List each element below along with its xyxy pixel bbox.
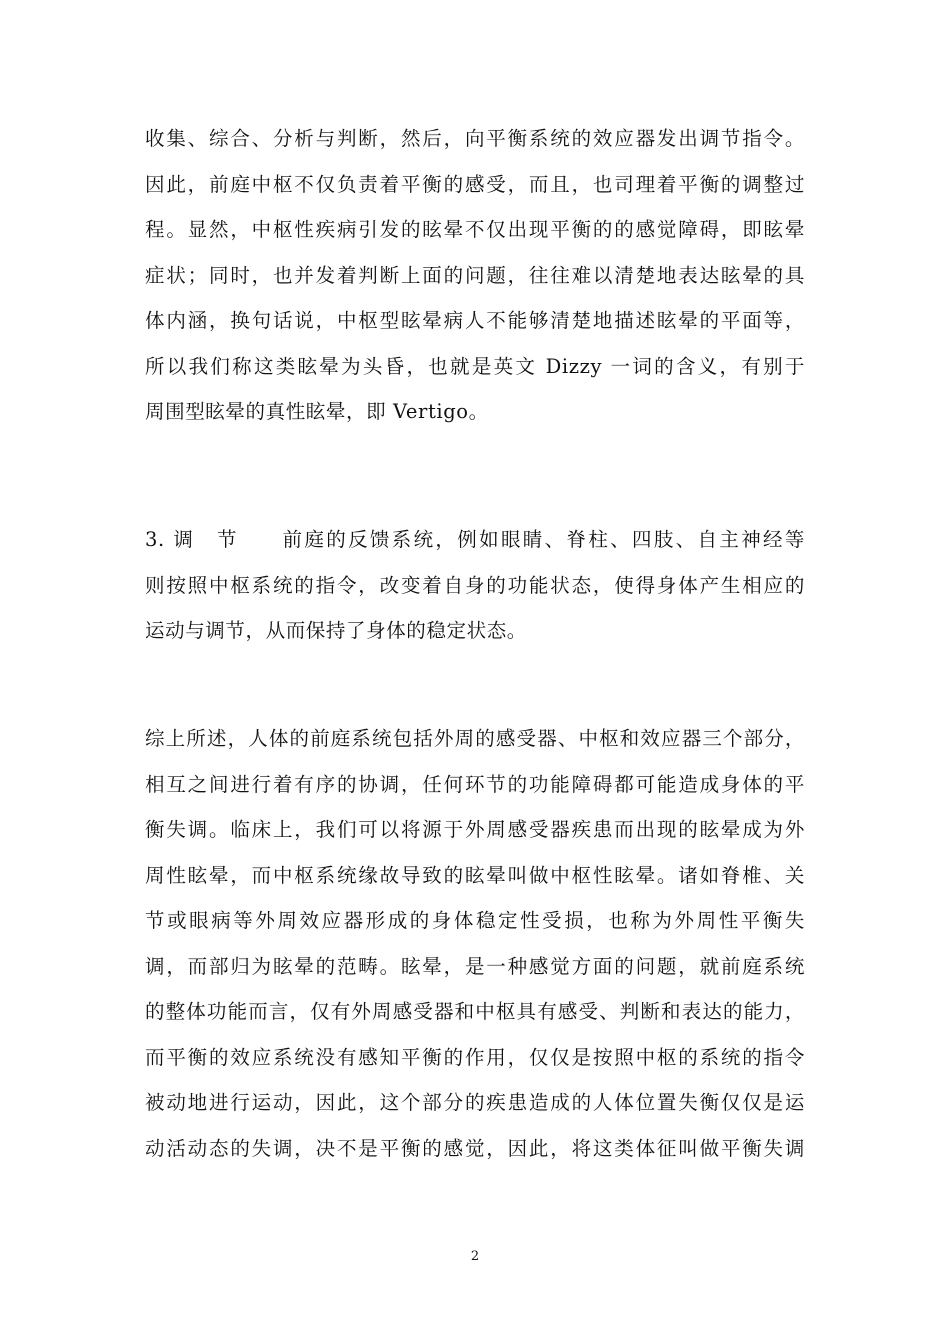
text-line: 运动与调节，从而保持了身体的稳定状态。 <box>145 619 527 642</box>
text-line: 收集、综合、分析与判断，然后，向平衡系统的效应器发出调节指令。 <box>145 127 805 150</box>
text-line: 所以我们称这类眩晕为头昏，也就是英文 Dizzy 一词的含义，有别于 <box>145 354 805 378</box>
page-number: 2 <box>470 1249 480 1264</box>
paragraph-summary <box>145 716 805 1171</box>
text-line: 周性眩晕，而中枢系统缘故导致的眩晕叫做中枢性眩晕。诸如脊椎、关 <box>145 863 805 887</box>
text-line: 周围型眩晕的真性眩晕，即 Vertigo。 <box>145 400 489 423</box>
text-line: 程。显然，中枢性疾病引发的眩晕不仅出现平衡的的感觉障碍，即眩晕 <box>145 218 805 241</box>
text-line: 而平衡的效应系统没有感知平衡的作用，仅仅是按照中枢的系统的指令 <box>145 1045 805 1069</box>
text-line: 动活动态的失调，决不是平衡的感觉，因此，将这类体征叫做平衡失调 <box>145 1136 805 1160</box>
text-line: 被动地进行运动，因此，这个部分的疾患造成的人体位置失衡仅仅是运 <box>145 1091 805 1114</box>
text-line: 的整体功能而言，仅有外周感受器和中枢具有感受、判断和表达的能力， <box>145 1000 805 1023</box>
text-line: 调，而部归为眩晕的范畴。眩晕，是一种感觉方面的问题，就前庭系统 <box>145 954 805 978</box>
text-line: 3. 调 节 前庭的反馈系统，例如眼睛、脊柱、四肢、自主神经等 <box>145 528 805 551</box>
text-line: 则按照中枢系统的指令，改变着自身的功能状态，使得身体产生相应的 <box>145 573 805 597</box>
text-line: 衡失调。临床上，我们可以将源于外周感受器疾患而出现的眩晕成为外 <box>145 818 805 841</box>
text-line: 体内涵，换句话说，中枢型眩晕病人不能够清楚地描述眩晕的平面等， <box>145 309 805 332</box>
text-line: 因此，前庭中枢不仅负责着平衡的感受，而且，也司理着平衡的调整过 <box>145 172 805 196</box>
paragraph-central-processing <box>145 116 805 435</box>
text-line: 症状；同时，也并发着判断上面的问题，往往难以清楚地表达眩晕的具 <box>145 263 805 287</box>
text-line: 节或眼病等外周效应器形成的身体稳定性受损，也称为外周性平衡失 <box>145 909 805 932</box>
paragraph-regulation <box>145 517 805 654</box>
text-line: 综上所述，人体的前庭系统包括外周的感受器、中枢和效应器三个部分， <box>145 727 805 750</box>
text-line: 相互之间进行着有序的协调，任何环节的功能障碍都可能造成身体的平 <box>145 772 805 796</box>
